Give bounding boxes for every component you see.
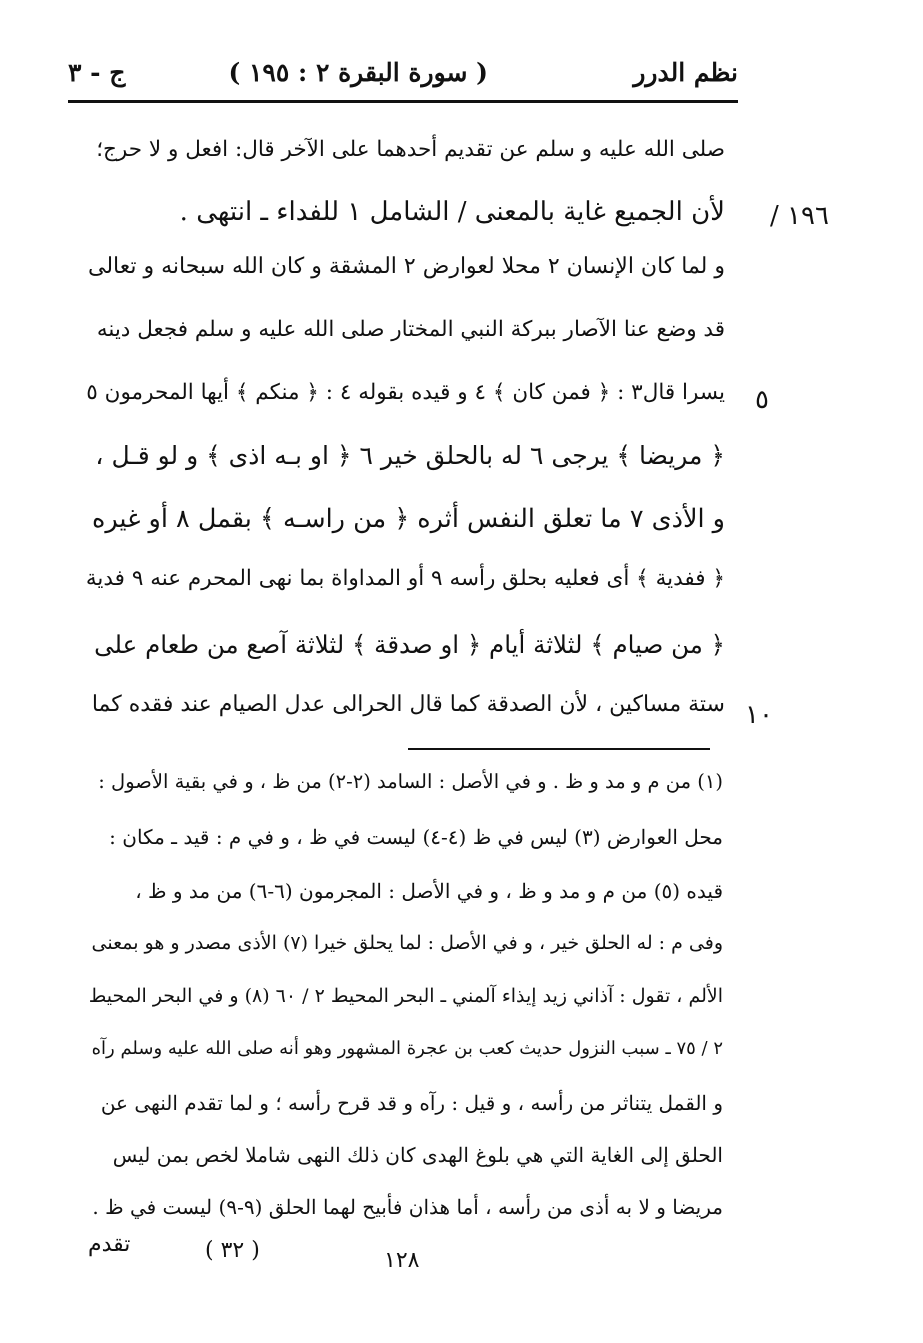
- body-line: ﴿ مريضا ﴾ يرجى ٦ له بالحلق خير ٦ ﴿ او بـه اذى ﴾ و لو قـل ،: [95, 441, 725, 470]
- surah-reference: ( سورة البقرة ٢ : ١٩٥ ): [228, 58, 488, 87]
- footnote-line: مريضا و لا به أذى من رأسه ، أما هذان فأبيح لهما الحلق (٩-٩) ليست في ظ .: [92, 1195, 723, 1219]
- volume-label: ج - ٣: [68, 58, 126, 87]
- page-number: ١٢٨: [384, 1248, 420, 1273]
- body-line: و الأذى ٧ ما تعلق النفس أثره ﴿ من راسـه ﴾ بقمل ٨ أو غيره: [91, 504, 725, 534]
- footnote-line: قيده (٥) من م و مد و ظ ، و في الأصل : المجرمون (٦-٦) من مد و ظ ،: [135, 879, 723, 903]
- footnote-line: وفى م : له الحلق خير ، و في الأصل : لما يحلق خيرا (٧) الأذى مصدر و هو بمعنى: [91, 932, 723, 954]
- footnote-line: الحلق إلى الغاية التي هي بلوغ الهدى كان ذلك النهى شاملا لخص بمن ليس: [112, 1143, 723, 1167]
- body-line: قد وضع عنا الآصار ببركة النبي المختار صلى الله عليه و سلم فجعل دينه: [96, 317, 725, 342]
- footnote-line: (١) من م و مد و ظ . و في الأصل : السامد (٢-٢) من ظ ، و في بقية الأصول :: [98, 770, 723, 793]
- footnote-separator: [408, 748, 710, 750]
- footnote-line: الألم ، تقول : آذاني زيد إيذاء آلمني ـ البحر المحيط ٢ / ٦٠ (٨) و في البحر المحيط: [88, 985, 723, 1007]
- body-line: ﴿ من صيام ﴾ لثلاثة أيام ﴿ او صدقة ﴾ لثلاثة آصع من طعام على: [94, 630, 725, 659]
- header-rule: [68, 100, 738, 103]
- body-line: ستة مساكين ، لأن الصدقة كما قال الحرالى عدل الصيام عند فقده كما: [91, 692, 725, 717]
- body-line: ﴿ ففدية ﴾ أى فعليه بحلق رأسه ٩ أو المداواة بما نهى المحرم عنه ٩ فدية: [85, 566, 725, 591]
- footnote-line: محل العوارض (٣) ليس في ظ (٤-٤) ليست في ظ ، و في م : قيد ـ مكان :: [109, 825, 723, 849]
- running-header: [68, 58, 738, 98]
- catchword: تقدم: [88, 1232, 131, 1257]
- body-line: يسرا قال٣ : ﴿ فمن كان ﴾ ٤ و قيده بقوله ٤ : ﴿ منكم ﴾ أيها المحرمون ٥: [86, 380, 725, 405]
- footnote-line: و القمل يتناثر من رأسه ، و قيل : رآه و قد قرح رأسه ؛ و لما تقدم النهى عن: [100, 1091, 723, 1115]
- body-line: صلى الله عليه و سلم عن تقديم أحدهما على الآخر قال: افعل و لا حرج؛: [96, 137, 725, 162]
- body-line: لأن الجميع غاية بالمعنى / الشامل ١ للفداء ـ انتهى .: [179, 197, 725, 227]
- book-title: نظم الدرر: [633, 58, 738, 87]
- body-line: و لما كان الإنسان ٢ محلا لعوارض ٢ المشقة و كان الله سبحانه و تعالى: [88, 254, 725, 279]
- part-number: ( ٣٢ ): [205, 1238, 260, 1263]
- margin-line-number-5: ٥: [755, 385, 769, 415]
- footnote-line: ٢ / ٧٥ ـ سبب النزول حديث كعب بن عجرة المشهور وهو أنه صلى الله عليه وسلم رآه: [91, 1038, 723, 1059]
- margin-line-number-10: ١٠: [745, 700, 773, 730]
- margin-page-reference: ١٩٦ /: [770, 201, 829, 231]
